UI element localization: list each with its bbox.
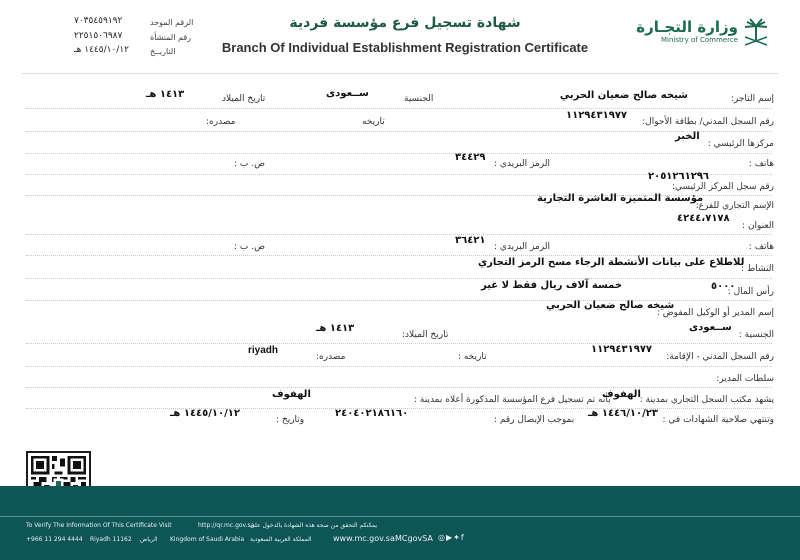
address: ٤٢٤٤،٧١٧٨ xyxy=(677,213,730,224)
capital-words: خمسة آلاف ريال فقط لا غير xyxy=(481,280,623,291)
manager-source-label: مصدره: xyxy=(316,352,346,362)
receipt-number: ٢٤٠٤٠٢١٨٦١٦٠ xyxy=(335,408,409,419)
civil-id: ١١٢٩٤٣١٩٧٧ xyxy=(566,110,628,121)
receipt-label: بموجب الإيصال رقم : xyxy=(494,415,575,425)
unified-number: ٧٠٣٥٤٥٩١٩٢ xyxy=(74,16,123,26)
row-divider xyxy=(26,153,772,154)
manager-birth: ١٤١٣ هـ xyxy=(316,323,355,334)
address-label: العنوان : xyxy=(742,221,774,231)
capital: ٥٠٠٠ xyxy=(711,281,736,292)
main-cr: ٢٠٥١٢٦١٢٩٦ xyxy=(648,171,710,182)
unified-number-label: الرقم الموحد xyxy=(150,18,194,27)
footer-riyadh-ar: الرياض xyxy=(140,536,158,543)
social-icons xyxy=(438,533,465,542)
footer-social-handle[interactable]: MCgovSA xyxy=(395,534,433,543)
palm-swords-emblem-icon xyxy=(742,17,770,49)
postal-code-label: الرمز البريدي : xyxy=(494,159,550,169)
postal-code: ٣٤٤٢٩ xyxy=(455,152,486,163)
footer-riyadh-en: Riyadh 11162 xyxy=(90,536,132,543)
merchant-name-label: إسم التاجر: xyxy=(730,94,774,104)
row-divider xyxy=(26,387,772,388)
phone-label: هاتف : xyxy=(748,159,774,169)
header-divider xyxy=(22,73,778,74)
certify-label: يشهد مكتب السجل التجاري بمدينة : xyxy=(639,395,774,405)
receipt-date: ١٤٤٥/١٠/١٢ هـ xyxy=(170,408,240,419)
row-divider xyxy=(26,255,772,256)
header-date: ١٤٤٥/١٠/١٢ هـ xyxy=(74,45,129,55)
manager-civil: ١١٢٩٤٣١٩٧٧ xyxy=(591,344,653,355)
issue-date-label: تاريخه xyxy=(362,117,385,127)
verify-text-en: To Verify The Information Of This Certificate Visit xyxy=(26,522,172,529)
twitter-icon[interactable]: ✦ xyxy=(453,533,461,542)
row-divider xyxy=(26,366,772,367)
youtube-icon[interactable]: ▶ xyxy=(445,533,454,542)
postal-code2: ٣٦٤٢١ xyxy=(455,235,486,246)
manager-label: إسم المدير أو الوكيل المفوض : xyxy=(656,308,774,318)
ministry-logo-text xyxy=(636,18,738,44)
establishment-number: ٢٢٥١٥٠٦٩٨٧ xyxy=(74,31,123,41)
manager-birth-label: تاريخ الميلاد: xyxy=(402,330,449,340)
verify-url[interactable]: http://qr.mc.gov.sa xyxy=(198,522,255,529)
footer-website[interactable]: www.mc.gov.sa xyxy=(333,534,395,543)
manager-name: شيخه صالح ضعيان الحربي xyxy=(546,300,675,311)
capital-label: رأس المال : xyxy=(727,287,774,297)
branch-name: مؤسسة المتميزة العاشرة التجارية xyxy=(537,193,704,204)
manager-nationality-label: الجنسية : xyxy=(738,330,774,340)
po-box2-label: ص. ب : xyxy=(234,242,265,252)
registered-label: بأنه تم تسجيل فرع المؤسسة المذكورة أعلاه بمدينة : xyxy=(414,395,611,405)
row-divider xyxy=(26,108,772,109)
footer-kingdom-en: Kingdom of Saudi Arabia xyxy=(170,536,245,543)
po-box-label: ص. ب : xyxy=(234,159,265,169)
nationality: ســعودى xyxy=(326,88,369,99)
certify-city: الهفوف xyxy=(602,389,641,400)
manager-powers-label: سلطات المدير: xyxy=(716,374,774,384)
activity-label: النشاط : xyxy=(741,264,774,274)
birth-date-label: تاريخ الميلاد xyxy=(222,94,266,104)
expiry-date: ١٤٤٦/١٠/٢٣ هـ xyxy=(588,408,658,419)
activity: للاطلاع على بيانات الأنشطة الرجاء مسح الرمز التجاري xyxy=(478,257,745,268)
header-date-label: التاريــخ xyxy=(150,47,176,56)
receipt-date-label: وتاريخ : xyxy=(276,415,305,425)
main-cr-label: رقم سجل المركز الرئيسي: xyxy=(671,182,774,192)
row-divider xyxy=(26,234,772,235)
row-divider xyxy=(26,131,772,132)
ministry-name-english: Ministry of Commerce xyxy=(661,36,738,44)
nationality-label: الجنسية xyxy=(404,94,434,104)
title-arabic: شهادة تسجيل فرع مؤسسة فردية xyxy=(289,15,521,31)
row-divider xyxy=(26,343,772,344)
civil-id-label: رقم السجل المدني/ بطاقة الأحوال: xyxy=(642,117,774,127)
branch-name-label: الإسم التجاري للفرع: xyxy=(695,201,774,211)
ministry-name-arabic: وزارة التجـارة xyxy=(636,18,738,36)
manager-civil-label: رقم السجل المدني - الإقامة: xyxy=(666,352,774,362)
footer-divider xyxy=(0,516,800,517)
phone2-label: هاتف : xyxy=(748,242,774,252)
manager-nationality: ســعودى xyxy=(689,322,732,333)
establishment-number-label: رقم المنشأة xyxy=(150,33,192,42)
registered-city: الهفوف xyxy=(272,389,311,400)
hq-label: مركزها الرئيسي : xyxy=(707,139,774,149)
instagram-icon[interactable]: ◎ xyxy=(438,533,446,542)
manager-issue-label: تاريخه : xyxy=(458,352,487,362)
manager-source: riyadh xyxy=(248,345,279,356)
hq-city: الخبر xyxy=(675,131,700,142)
facebook-icon[interactable]: f xyxy=(460,533,465,542)
footer-kingdom-ar: المملكة العربية السعودية xyxy=(250,536,312,543)
expiry-label: وتنتهي صلاحية الشهادات في : xyxy=(662,415,774,425)
birth-date: ١٤١٣ هـ xyxy=(146,89,185,100)
source-label: مصدره: xyxy=(206,117,236,127)
row-divider xyxy=(26,278,772,279)
merchant-name: شيخه صالح ضعيان الحربي xyxy=(559,90,688,101)
verify-text-ar: يمكنكم التحقق من صحة هذه الشهادة بالدخول على xyxy=(250,522,378,529)
footer-phone: +966 11 294 4444 xyxy=(26,536,83,543)
title-english: Branch Of Individual Establishment Registration Certificate xyxy=(221,40,589,55)
postal-code2-label: الرمز البريدي : xyxy=(494,242,550,252)
